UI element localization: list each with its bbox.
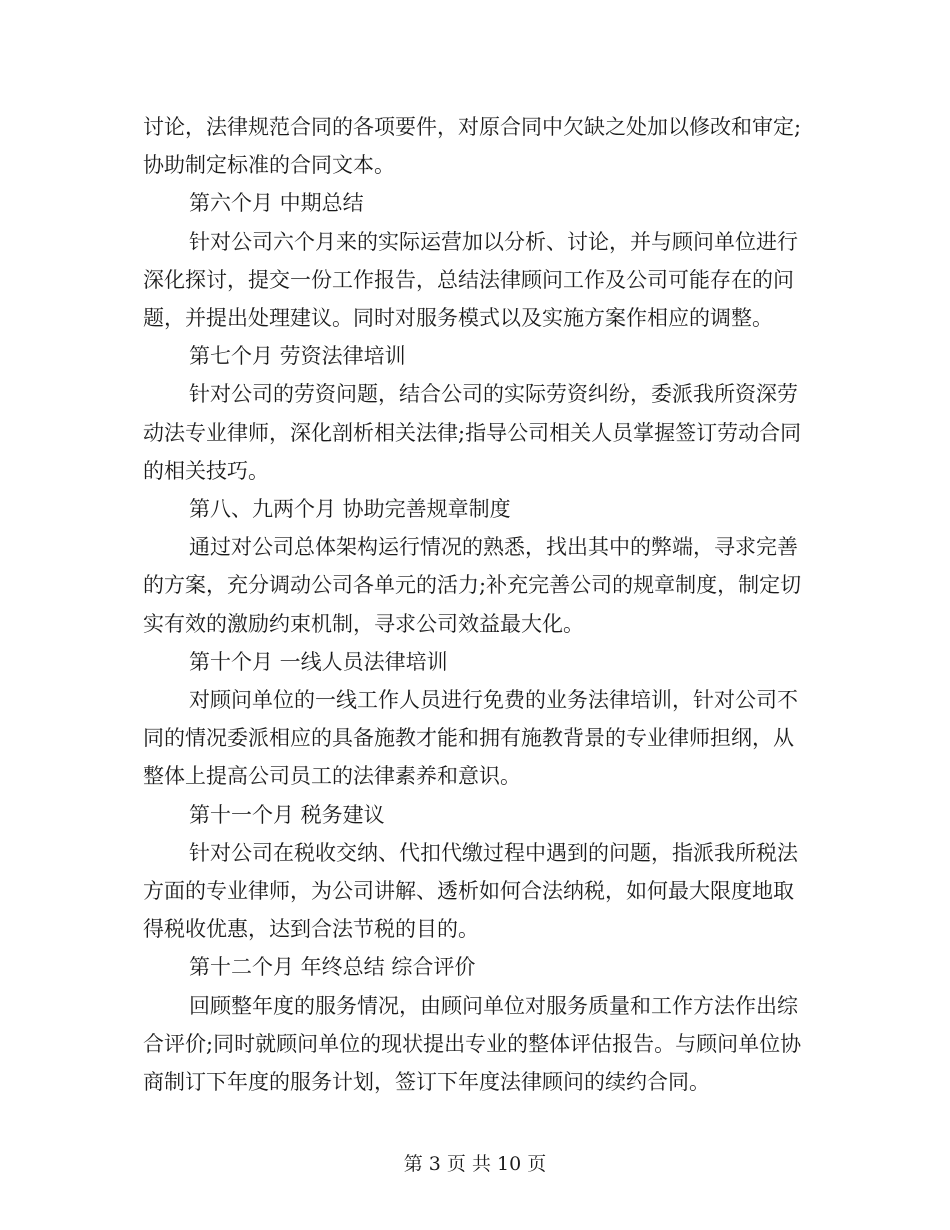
- paragraph-month-10: 对顾问单位的一线工作人员进行免费的业务法律培训，针对公司不同的情况委派相应的具备施教才能和拥有施教背景的专业律师担纲，从整体上提高公司员工的法律素养和意识。: [143, 688, 798, 789]
- section-heading-month-11: 第十一个月 税务建议: [189, 802, 385, 827]
- section-heading-month-6: 第六个月 中期总结: [189, 191, 364, 216]
- section-heading-month-10: 第十个月 一线人员法律培训: [189, 649, 448, 674]
- section-heading-month-12: 第十二个月 年终总结 综合评价: [189, 955, 476, 980]
- paragraph-month-12: 回顾整年度的服务情况，由顾问单位对服务质量和工作方法作出综合评价;同时就顾问单位的现状提出专业的整体评估报告。与顾问单位协商制订下年度的服务计划，签订下年度法律顾问的续约合同。: [143, 993, 802, 1095]
- page-number-footer: 第 3 页 共 10 页: [403, 1153, 547, 1175]
- paragraph-month-6: 针对公司六个月来的实际运营加以分析、讨论，并与顾问单位进行深化探讨，提交一份工作报告，总结法律顾问工作及公司可能存在的问题，并提出处理建议。同时对服务模式以及实施方案作相应的调整。: [143, 229, 798, 331]
- paragraph-month-11: 针对公司在税收交纳、代扣代缴过程中遇到的问题，指派我所税法方面的专业律师，为公司讲解、透析如何合法纳税，如何最大限度地取得税收优惠，达到合法节税的目的。: [143, 840, 798, 942]
- document-body: [143, 108, 808, 1101]
- section-heading-month-8-9: 第八、九两个月 协助完善规章制度: [189, 497, 511, 522]
- paragraph-continued: 讨论，法律规范合同的各项要件，对原合同中欠缺之处加以修改和审定;协助制定标准的合同文本。: [143, 115, 802, 178]
- paragraph-month-8-9: 通过对公司总体架构运行情况的熟悉，找出其中的弊端，寻求完善的方案，充分调动公司各单元的活力;补充完善公司的规章制度，制定切实有效的激励约束机制，寻求公司效益最大化。: [143, 535, 802, 636]
- section-heading-month-7: 第七个月 劳资法律培训: [189, 344, 406, 369]
- paragraph-month-7: 针对公司的劳资问题，结合公司的实际劳资纠纷，委派我所资深劳动法专业律师，深化剖析相关法律;指导公司相关人员掌握签订劳动合同的相关技巧。: [143, 382, 802, 483]
